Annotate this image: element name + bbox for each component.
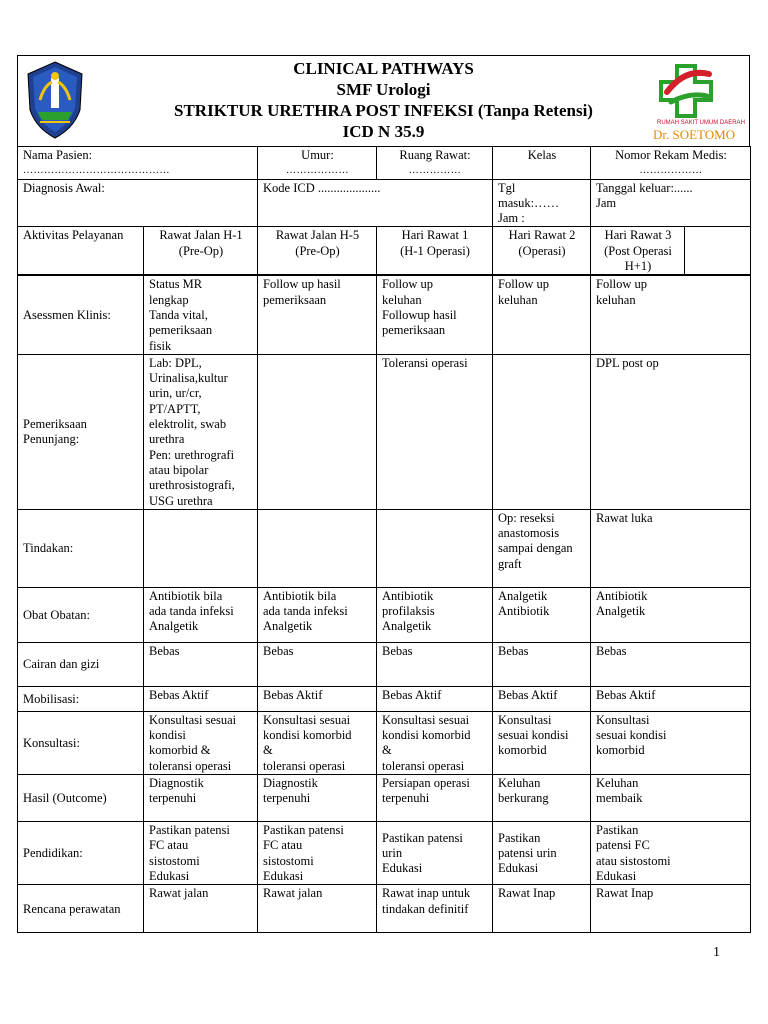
- hospital-name-small: RUMAH SAKIT UMUM DAERAH: [657, 120, 745, 126]
- cell-line: Toleransi operasi: [382, 355, 468, 370]
- cell-line: tindakan definitif: [382, 901, 469, 916]
- pathway-cell: [144, 686, 258, 711]
- header-hari-rawat-1: [377, 227, 493, 275]
- title-line-2: SMF Urologi: [336, 80, 431, 99]
- cell-line: USG urethra: [149, 493, 213, 508]
- kelas-cell: [493, 147, 591, 180]
- pathway-cell: [258, 354, 377, 509]
- cell-line: Analgetik: [382, 619, 432, 634]
- cell-line: sesuai kondisi: [498, 728, 569, 743]
- pathway-row: [18, 354, 751, 509]
- cell-line: Antibiotik bila: [149, 588, 223, 603]
- pathway-cell: [377, 775, 493, 822]
- cell-line: Op: reseksi: [498, 510, 555, 525]
- cell-line: Analgetik: [149, 619, 199, 634]
- row-label: Rencana perawatan: [18, 885, 144, 933]
- cell-line: Konsultasi: [596, 712, 650, 727]
- cell-line: urethra: [149, 432, 185, 447]
- tgl-masuk-cell: [493, 179, 591, 227]
- cell-line: Persiapan operasi: [382, 776, 470, 791]
- cell-line: Status MR: [149, 277, 203, 292]
- jam-masuk-label: Jam :: [498, 211, 525, 226]
- cell-line: ada tanda infeksi: [263, 604, 348, 619]
- pathway-cell: [258, 509, 377, 587]
- cell-line: FC atau: [149, 838, 189, 853]
- cell-line: Bebas Aktif: [149, 687, 209, 702]
- umur-dots: ………………: [286, 165, 349, 177]
- pathway-cell: [591, 822, 751, 885]
- aktivitas-header: Aktivitas Pelayanan: [18, 227, 144, 275]
- cell-line: Pastikan patensi: [149, 823, 230, 838]
- pathway-cell: [591, 711, 751, 774]
- pathway-cell: [591, 686, 751, 711]
- cell-line: Keluhan: [596, 776, 639, 791]
- cell-line: Antibiotik: [596, 588, 648, 603]
- pathway-cell: [493, 354, 591, 509]
- pathway-cell: [377, 711, 493, 774]
- pathway-row: [18, 822, 751, 885]
- cell-line: &: [263, 743, 273, 758]
- pathway-cell: [258, 775, 377, 822]
- cell-line: kondisi: [149, 728, 186, 743]
- pathway-cell: [144, 885, 258, 933]
- pathway-cell: [493, 711, 591, 774]
- cell-line: Rawat jalan: [263, 886, 323, 901]
- east-java-crest-logo: [24, 60, 86, 140]
- pathway-row: [18, 775, 751, 822]
- pathway-cell: [377, 885, 493, 933]
- pathway-cell: [377, 686, 493, 711]
- umur-label: Umur:: [301, 148, 334, 162]
- cell-line: DPL post op: [596, 355, 659, 370]
- row-label: Konsultasi:: [18, 711, 144, 774]
- header-line: H+1): [624, 259, 652, 274]
- cell-line: pemeriksaan: [382, 323, 446, 338]
- clinical-pathway-document: [17, 55, 750, 933]
- cell-line: toleransi operasi: [382, 758, 465, 773]
- cell-line: Lab: DPL,: [149, 355, 202, 370]
- cell-line: FC atau: [263, 838, 303, 853]
- column-header-row: [18, 227, 751, 275]
- kelas-label: Kelas: [527, 148, 557, 162]
- cell-line: Tanda vital,: [149, 307, 208, 322]
- cell-line: profilaksis: [382, 604, 435, 619]
- row-label: Mobilisasi:: [18, 686, 144, 711]
- cell-line: Konsultasi sesuai: [263, 712, 351, 727]
- cell-line: Keluhan: [498, 776, 541, 791]
- cell-line: Edukasi: [382, 861, 423, 876]
- clinical-pathway-body: [17, 275, 751, 933]
- row-label: Tindakan:: [18, 509, 144, 587]
- cell-line: Rawat Inap: [596, 886, 654, 901]
- cell-line: berkurang: [498, 791, 549, 806]
- cell-line: graft: [498, 556, 522, 571]
- cell-line: toleransi operasi: [149, 758, 232, 773]
- cell-line: Follow up: [498, 277, 550, 292]
- pathway-cell: [144, 775, 258, 822]
- pathway-cell: [591, 276, 751, 354]
- cell-line: Antibiotik: [382, 588, 434, 603]
- pathway-cell: [258, 276, 377, 354]
- pathway-row: [18, 711, 751, 774]
- cell-line: pemeriksaan: [149, 323, 213, 338]
- pathway-cell: [144, 276, 258, 354]
- cell-line: komorbid &: [149, 743, 211, 758]
- cell-line: Antibiotik bila: [263, 588, 337, 603]
- cell-line: keluhan: [596, 292, 636, 307]
- rekam-medis-dots: ………………: [639, 165, 703, 177]
- empty-header-cell: [685, 227, 751, 275]
- cell-line: Bebas: [382, 643, 413, 658]
- cell-line: Rawat luka: [596, 510, 653, 525]
- cell-line: Bebas: [149, 643, 180, 658]
- pathway-cell: [591, 885, 751, 933]
- title-line-4: ICD N 35.9: [342, 122, 425, 141]
- cell-line: Urinalisa,kultur: [149, 371, 228, 386]
- cell-line: Konsultasi sesuai: [149, 712, 237, 727]
- cell-line: komorbid: [596, 743, 645, 758]
- header-line: Hari Rawat 3: [604, 228, 672, 243]
- hospital-name: Dr. SOETOMO: [653, 127, 736, 142]
- cell-line: anastomosis: [498, 526, 560, 541]
- cell-line: Pastikan patensi: [382, 830, 463, 845]
- header-rawat-jalan-h5: [258, 227, 377, 275]
- pathway-cell: [493, 587, 591, 642]
- cell-line: urin, ur/cr,: [149, 386, 202, 401]
- pathway-cell: [258, 587, 377, 642]
- cell-line: Edukasi: [263, 868, 304, 883]
- cell-line: Bebas Aktif: [382, 687, 442, 702]
- pathway-cell: [591, 642, 751, 686]
- row-label: Cairan dan gizi: [18, 642, 144, 686]
- cell-line: Rawat Inap: [498, 886, 556, 901]
- pathway-cell: [591, 587, 751, 642]
- header-line: (Pre-Op): [178, 243, 224, 258]
- header-line: Hari Rawat 1: [401, 228, 469, 243]
- clinical-pathway-table: [17, 146, 751, 275]
- page-number: 1: [713, 945, 720, 960]
- tanggal-keluar-cell: [591, 179, 751, 227]
- cell-line: urin: [382, 845, 403, 860]
- cell-line: sampai dengan: [498, 541, 573, 556]
- pathway-row: [18, 642, 751, 686]
- cell-line: elektrolit, swab: [149, 417, 227, 432]
- pathway-cell: [493, 822, 591, 885]
- cell-line: Follow up: [596, 277, 648, 292]
- rsud-soetomo-logo: [637, 62, 745, 142]
- row-label: Obat Obatan:: [18, 587, 144, 642]
- cell-line: Rawat jalan: [149, 886, 209, 901]
- pathway-cell: [377, 354, 493, 509]
- pathway-cell: [144, 822, 258, 885]
- cell-line: Analgetik: [498, 588, 548, 603]
- cell-line: terpenuhi: [149, 791, 197, 806]
- cell-line: terpenuhi: [382, 791, 430, 806]
- pathway-cell: [144, 509, 258, 587]
- header-line: Hari Rawat 2: [508, 228, 576, 243]
- cell-line: Antibiotik: [498, 604, 550, 619]
- cell-line: Edukasi: [498, 861, 539, 876]
- pathway-cell: [144, 354, 258, 509]
- cell-line: Pastikan: [596, 823, 639, 838]
- pathway-cell: [144, 711, 258, 774]
- cell-line: Analgetik: [596, 604, 646, 619]
- nama-pasien-cell: [18, 147, 258, 180]
- pathway-cell: [258, 642, 377, 686]
- header-hari-rawat-3: [591, 227, 685, 275]
- pathway-cell: [493, 642, 591, 686]
- pathway-cell: [258, 711, 377, 774]
- cell-line: Follow up: [382, 277, 434, 292]
- cell-line: Followup hasil: [382, 307, 457, 322]
- cell-line: Pastikan patensi: [263, 823, 344, 838]
- pathway-cell: [591, 354, 751, 509]
- title-line-1: CLINICAL PATHWAYS: [293, 59, 474, 78]
- tgl-label: Tgl: [498, 180, 516, 195]
- cell-line: Bebas Aktif: [596, 687, 656, 702]
- pathway-cell: [377, 509, 493, 587]
- diagnosis-awal-cell: Diagnosis Awal:: [18, 179, 258, 227]
- header-hari-rawat-2: [493, 227, 591, 275]
- cell-line: sistostomi: [149, 853, 200, 868]
- umur-cell: [258, 147, 377, 180]
- cell-line: Edukasi: [149, 868, 190, 883]
- row-label: Asessmen Klinis:: [18, 276, 144, 354]
- header-line: (H-1 Operasi): [400, 243, 470, 258]
- header-line: (Pre-Op): [295, 243, 340, 258]
- pathway-cell: [493, 276, 591, 354]
- header-line: (Post Operasi: [604, 243, 672, 258]
- cell-line: toleransi operasi: [263, 758, 346, 773]
- pathway-row: [18, 509, 751, 587]
- cell-line: ada tanda infeksi: [149, 604, 234, 619]
- pathway-cell: [493, 509, 591, 587]
- cell-line: kondisi komorbid: [382, 728, 471, 743]
- row-label: Pendidikan:: [18, 822, 144, 885]
- cell-line: Bebas: [596, 643, 627, 658]
- cell-line: patensi urin: [498, 845, 557, 860]
- jam-keluar-label: Jam: [596, 195, 617, 210]
- cell-line: Konsultasi sesuai: [382, 712, 470, 727]
- title-line-3: STRIKTUR URETHRA POST INFEKSI (Tanpa Retensi): [174, 101, 593, 120]
- cell-line: atau sistostomi: [596, 853, 671, 868]
- rekam-medis-label: Nomor Rekam Medis:: [615, 148, 727, 162]
- ruang-rawat-dots: ……………: [408, 165, 462, 177]
- cell-line: terpenuhi: [263, 791, 311, 806]
- cell-line: Bebas Aktif: [498, 687, 558, 702]
- pathway-row: [18, 686, 751, 711]
- cell-line: Rawat inap untuk: [382, 886, 471, 901]
- cell-line: Edukasi: [596, 868, 637, 883]
- kode-icd-cell: Kode ICD ....................: [258, 179, 493, 227]
- patient-info-row: [18, 147, 751, 180]
- cell-line: atau bipolar: [149, 462, 209, 477]
- cell-line: patensi FC: [596, 838, 650, 853]
- cell-line: Analgetik: [263, 619, 313, 634]
- cell-line: Bebas Aktif: [263, 687, 323, 702]
- pathway-cell: [377, 822, 493, 885]
- pathway-cell: [258, 822, 377, 885]
- cell-line: fisik: [149, 338, 172, 353]
- cell-line: Diagnostik: [263, 776, 318, 791]
- cell-line: Bebas: [263, 643, 294, 658]
- cell-line: lengkap: [149, 292, 189, 307]
- cell-line: &: [382, 743, 392, 758]
- cell-line: keluhan: [498, 292, 538, 307]
- cell-line: Follow up hasil: [263, 277, 341, 292]
- pathway-cell: [144, 587, 258, 642]
- pathway-row: [18, 587, 751, 642]
- nama-pasien-label: Nama Pasien:: [23, 148, 93, 162]
- header-line: (Operasi): [518, 243, 566, 258]
- pathway-cell: [144, 642, 258, 686]
- row-label: Hasil (Outcome): [18, 775, 144, 822]
- cell-line: pemeriksaan: [263, 292, 327, 307]
- pathway-cell: [493, 775, 591, 822]
- document-header: [17, 55, 750, 146]
- nama-pasien-dots: ……………………………………: [23, 165, 170, 177]
- pathway-cell: [258, 686, 377, 711]
- cell-line: membaik: [596, 791, 643, 806]
- masuk-label: masuk:……: [498, 195, 560, 210]
- pathway-cell: [591, 509, 751, 587]
- pathway-cell: [493, 686, 591, 711]
- pathway-cell: [377, 276, 493, 354]
- cell-line: komorbid: [498, 743, 547, 758]
- row-label: Pemeriksaan Penunjang:: [18, 354, 144, 509]
- header-line: Rawat Jalan H-5: [275, 228, 360, 243]
- header-line: Rawat Jalan H-1: [159, 228, 243, 243]
- cell-line: Konsultasi: [498, 712, 552, 727]
- pathway-cell: [377, 587, 493, 642]
- cell-line: PT/APTT,: [149, 401, 201, 416]
- cell-line: kondisi komorbid: [263, 728, 352, 743]
- cell-line: sesuai kondisi: [596, 728, 667, 743]
- pathway-cell: [591, 775, 751, 822]
- pathway-cell: [377, 642, 493, 686]
- cell-line: sistostomi: [263, 853, 314, 868]
- pathway-cell: [493, 885, 591, 933]
- tanggal-keluar-label: Tanggal keluar:......: [596, 180, 693, 195]
- ruang-rawat-label: Ruang Rawat:: [399, 148, 471, 162]
- cell-line: Pastikan: [498, 830, 541, 845]
- cell-line: Diagnostik: [149, 776, 204, 791]
- rekam-medis-cell: [591, 147, 751, 180]
- pathway-row: [18, 276, 751, 354]
- header-rawat-jalan-h1: [144, 227, 258, 275]
- pathway-cell: [258, 885, 377, 933]
- pathway-row: [18, 885, 751, 933]
- cell-line: urethrosistografi,: [149, 478, 235, 493]
- ruang-rawat-cell: [377, 147, 493, 180]
- cell-line: Bebas: [498, 643, 529, 658]
- diagnosis-row: [18, 179, 751, 227]
- green-cross-icon: [637, 62, 745, 122]
- cell-line: Pen: urethrografi: [149, 447, 235, 462]
- cell-line: keluhan: [382, 292, 422, 307]
